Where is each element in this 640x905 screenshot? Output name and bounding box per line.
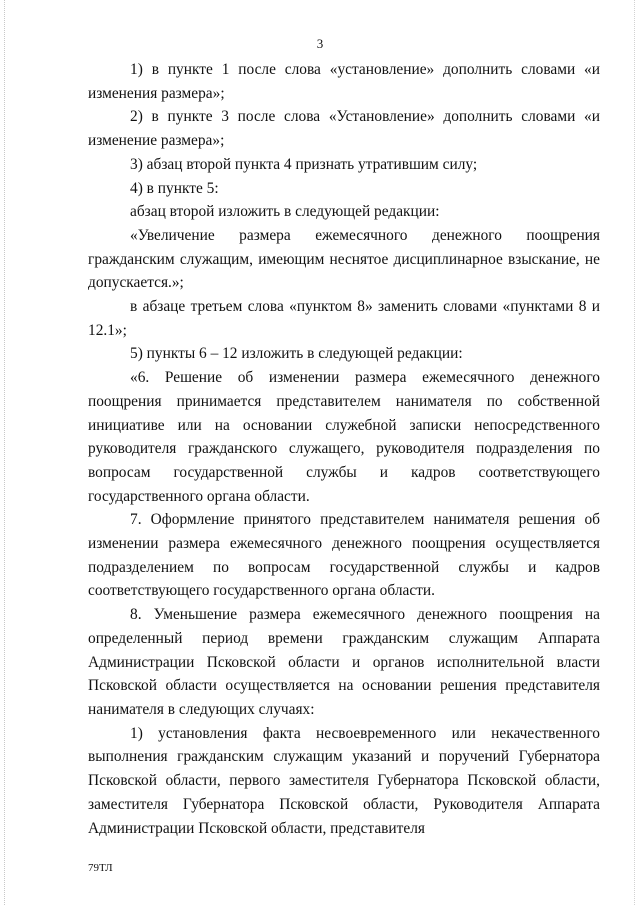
paragraph-second-abzac-intro: абзац второй изложить в следующей редакции: (130, 203, 440, 221)
scan-edge-right (634, 0, 636, 905)
page-number: 3 (316, 36, 324, 51)
paragraph-item-3-clause-4: 3) абзац второй пункта 4 признать утратившим силу; (130, 155, 478, 173)
paragraph-item-2-clause-3: 2) в пункте 3 после слова «Установление» дополнить словами «и изменение размера»; (88, 108, 600, 150)
paragraph-clause-6: «6. Решение об изменении размера ежемесячного денежного поощрения принимается представителем нанимателя по собственной инициативе или на основании служебной записки непосредственного руководителя гражданского служащего, руководителя подразделения по вопросам государственной службы и кадров соответствующего государственного органа области. (88, 369, 600, 505)
paragraph-item-4-clause-5: 4) в пункте 5: (130, 179, 219, 197)
paragraph-item-1-clause-1: 1) в пункте 1 после слова «установление» дополнить словами «и изменения размера»; (88, 61, 600, 102)
paragraph-clause-8: 8. Уменьшение размера ежемесячного денежного поощрения на определенный период времени гражданским служащим Аппарата Администрации Псковской области и органов исполнительной власти Псковской области осуществляется на основании решения представителя нанимателя в следующих случаях: (88, 606, 600, 718)
paragraph-item-5-clauses-6-12: 5) пункты 6 – 12 изложить в следующей редакции: (130, 345, 463, 363)
paragraph-quote-increase: «Увеличение размера ежемесячного денежного поощрения гражданским служащим, имеющим неснятое дисциплинарное взыскание, не допускается.»; (88, 226, 600, 292)
paragraph-third-abzac-replace: в абзаце третьем слова «пунктом 8» заменить словами «пунктами 8 и 12.1»; (88, 298, 600, 339)
paragraph-clause-7: 7. Оформление принятого представителем нанимателя решения об изменении размера ежемесячного денежного поощрения осуществляется подразделением по вопросам государственной службы и кадров соответствующего государственного органа области. (88, 511, 600, 600)
scan-edge-left (4, 0, 6, 905)
footer-document-code: 79ТЛ (88, 862, 113, 874)
document-body (88, 58, 600, 840)
paragraph-clause-8-case-1: 1) установления факта несвоевременного или некачественного выполнения гражданским служащим указаний и поручений Губернатора Псковской области, первого заместителя Губернатора Псковской области, заместителя Губернатора Псковской области, Руководителя Аппарата Администрации Псковской области, представителя (88, 724, 600, 837)
